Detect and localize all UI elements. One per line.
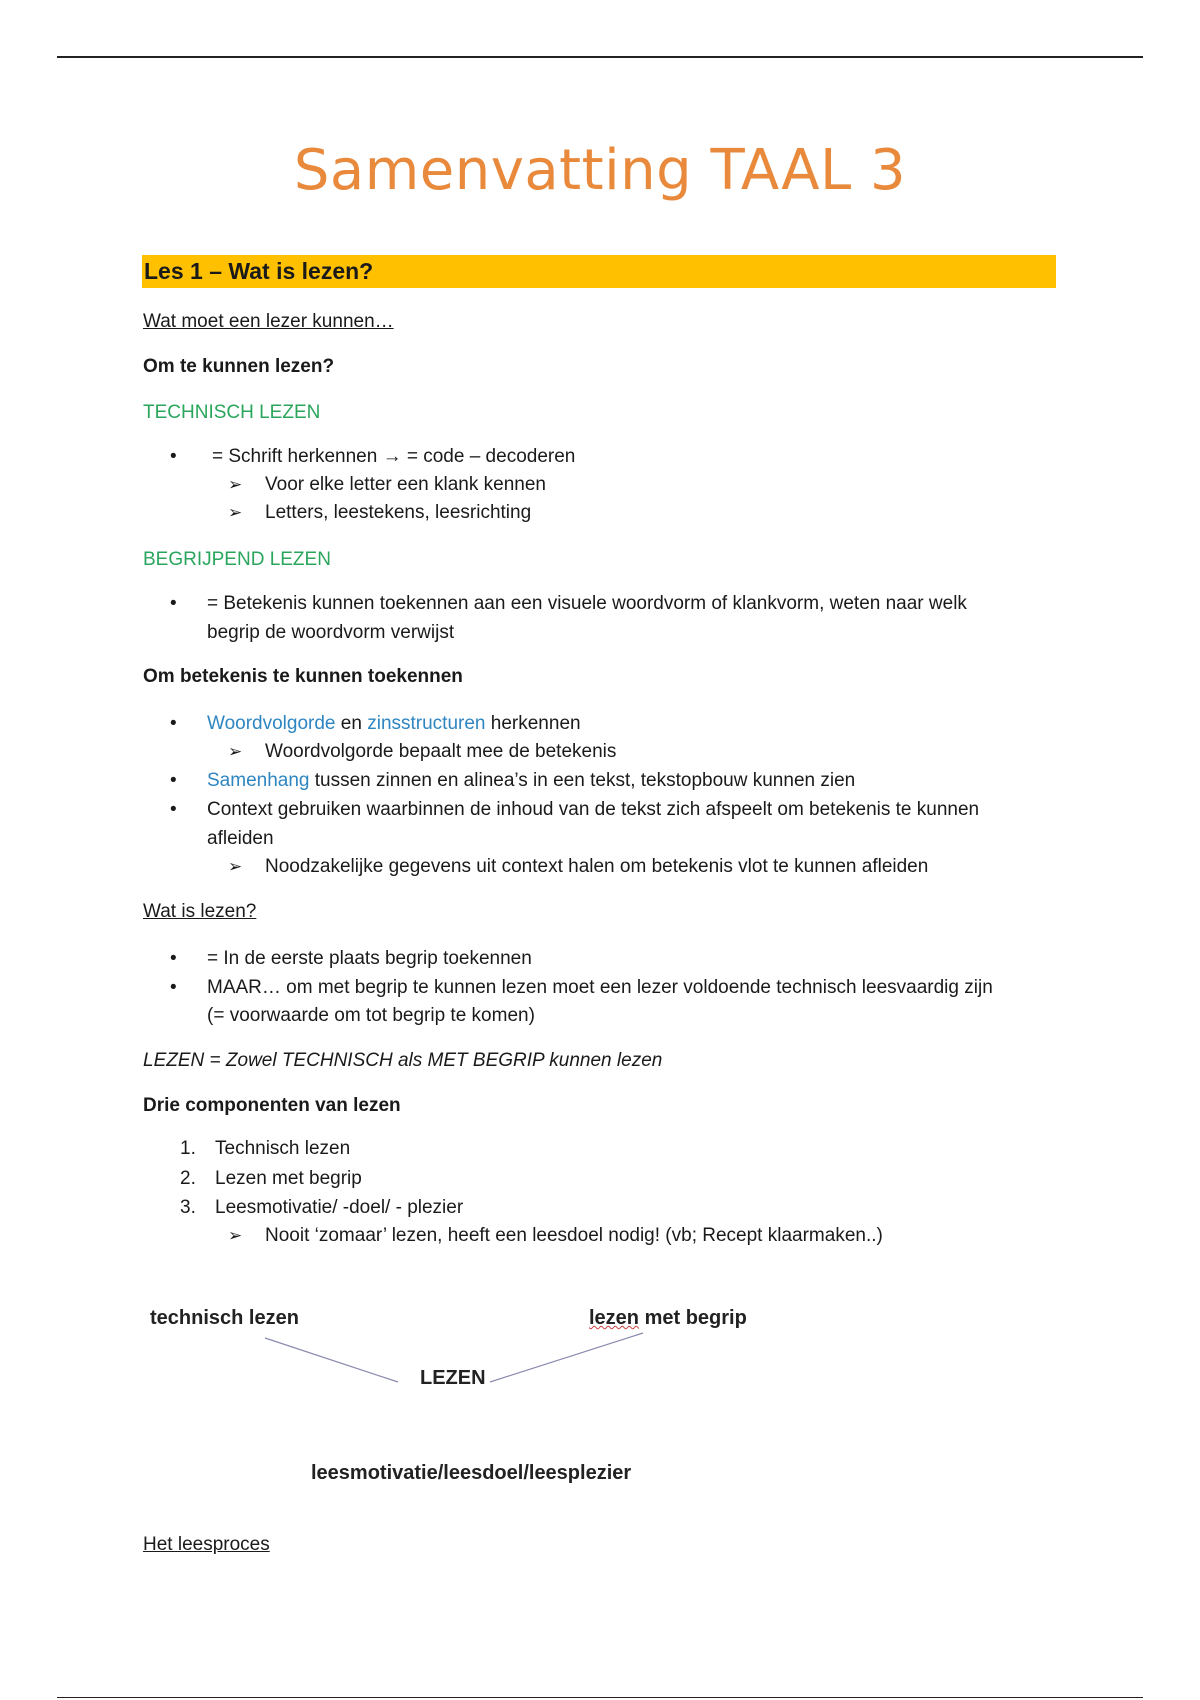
arrow-bullet-icon: ➢ [228,1226,243,1245]
betekenis-bullet-1: Woordvolgorde en zinsstructuren herkennen [207,713,581,734]
arrow-bullet-icon: ➢ [228,857,243,876]
betekenis-sub-3: Noodzakelijke gegevens uit context halen om betekenis vlot te kunnen afleiden [265,856,929,877]
technisch-sub-2: Letters, leestekens, leesrichting [265,502,532,523]
begrijpend-line-1: = Betekenis kunnen toekennen aan een visuele woordvorm of klankvorm, weten naar welk [207,593,967,614]
diagram-label-technisch: technisch lezen [150,1307,299,1329]
bottom-rule [57,1697,1143,1698]
arrow-bullet-icon: ➢ [228,503,243,522]
technisch-bullet: = Schrift herkennen → = code – decoderen [212,446,576,467]
section-heading-les1: Les 1 – Wat is lezen? [142,255,1056,288]
subheading-wat-moet: Wat moet een lezer kunnen… [143,311,394,332]
technisch-sub-1: Voor elke letter een klank kennen [265,474,546,495]
heading-het-leesproces: Het leesproces [143,1534,270,1555]
list-number: 3. [180,1197,196,1218]
begrijpend-line-2: begrip de woordvorm verwijst [207,622,455,643]
right-arrow-icon: → [382,446,402,467]
betekenis-sub-1: Woordvolgorde bepaalt mee de betekenis [265,741,617,762]
document-title: Samenvatting TAAL 3 [293,138,907,203]
wat-is-lezen-bullet-2-line-1: MAAR… om met begrip te kunnen lezen moet een lezer voldoende technisch leesvaardig zijn [207,977,993,998]
diagram-label-lezen: LEZEN [420,1367,486,1389]
wat-is-lezen-bullet-2-line-2: (= voorwaarde om tot begrip te komen) [207,1005,535,1026]
heading-betekenis: Om betekenis te kunnen toekennen [143,666,463,687]
list-item: Technisch lezen [215,1138,351,1159]
betekenis-bullet-3-line-1: Context gebruiken waarbinnen de inhoud van de tekst zich afspeelt om betekenis te kunnen [207,799,980,820]
subheading-om-te-kunnen-lezen: Om te kunnen lezen? [143,356,335,377]
link-woordvolgorde[interactable]: Woordvolgorde [207,713,336,734]
link-zinsstructuren[interactable]: zinsstructuren [367,713,486,734]
heading-drie-componenten: Drie componenten van lezen [143,1095,401,1116]
betekenis-bullet-2: Samenhang tussen zinnen en alinea’s in een tekst, tekstopbouw kunnen zien [207,770,856,791]
connector-left [265,1338,398,1382]
wat-is-lezen-bullet-1: = In de eerste plaats begrip toekennen [207,948,532,969]
list-item: Leesmotivatie/ -doel/ - plezier [215,1197,464,1218]
drie-sub: Nooit ‘zomaar’ lezen, heeft een leesdoel nodig! (vb; Recept klaarmaken..) [265,1225,883,1246]
heading-wat-is-lezen: Wat is lezen? [143,901,257,922]
diagram-label-begrip: lezen met begrip [589,1307,747,1329]
arrow-bullet-icon: ➢ [228,475,243,494]
list-number: 2. [180,1168,196,1189]
list-item: Lezen met begrip [215,1168,362,1189]
betekenis-bullet-3-line-2: afleiden [207,828,274,849]
connector-right [490,1333,643,1382]
lezen-definition: LEZEN = Zowel TECHNISCH als MET BEGRIP kunnen lezen [143,1050,663,1071]
heading-technisch-lezen: TECHNISCH LEZEN [143,402,321,423]
diagram-label-leesmotivatie: leesmotivatie/leesdoel/leesplezier [311,1462,632,1484]
arrow-bullet-icon: ➢ [228,742,243,761]
list-number: 1. [180,1138,196,1159]
link-samenhang[interactable]: Samenhang [207,770,310,791]
heading-begrijpend-lezen: BEGRIJPEND LEZEN [143,549,331,570]
